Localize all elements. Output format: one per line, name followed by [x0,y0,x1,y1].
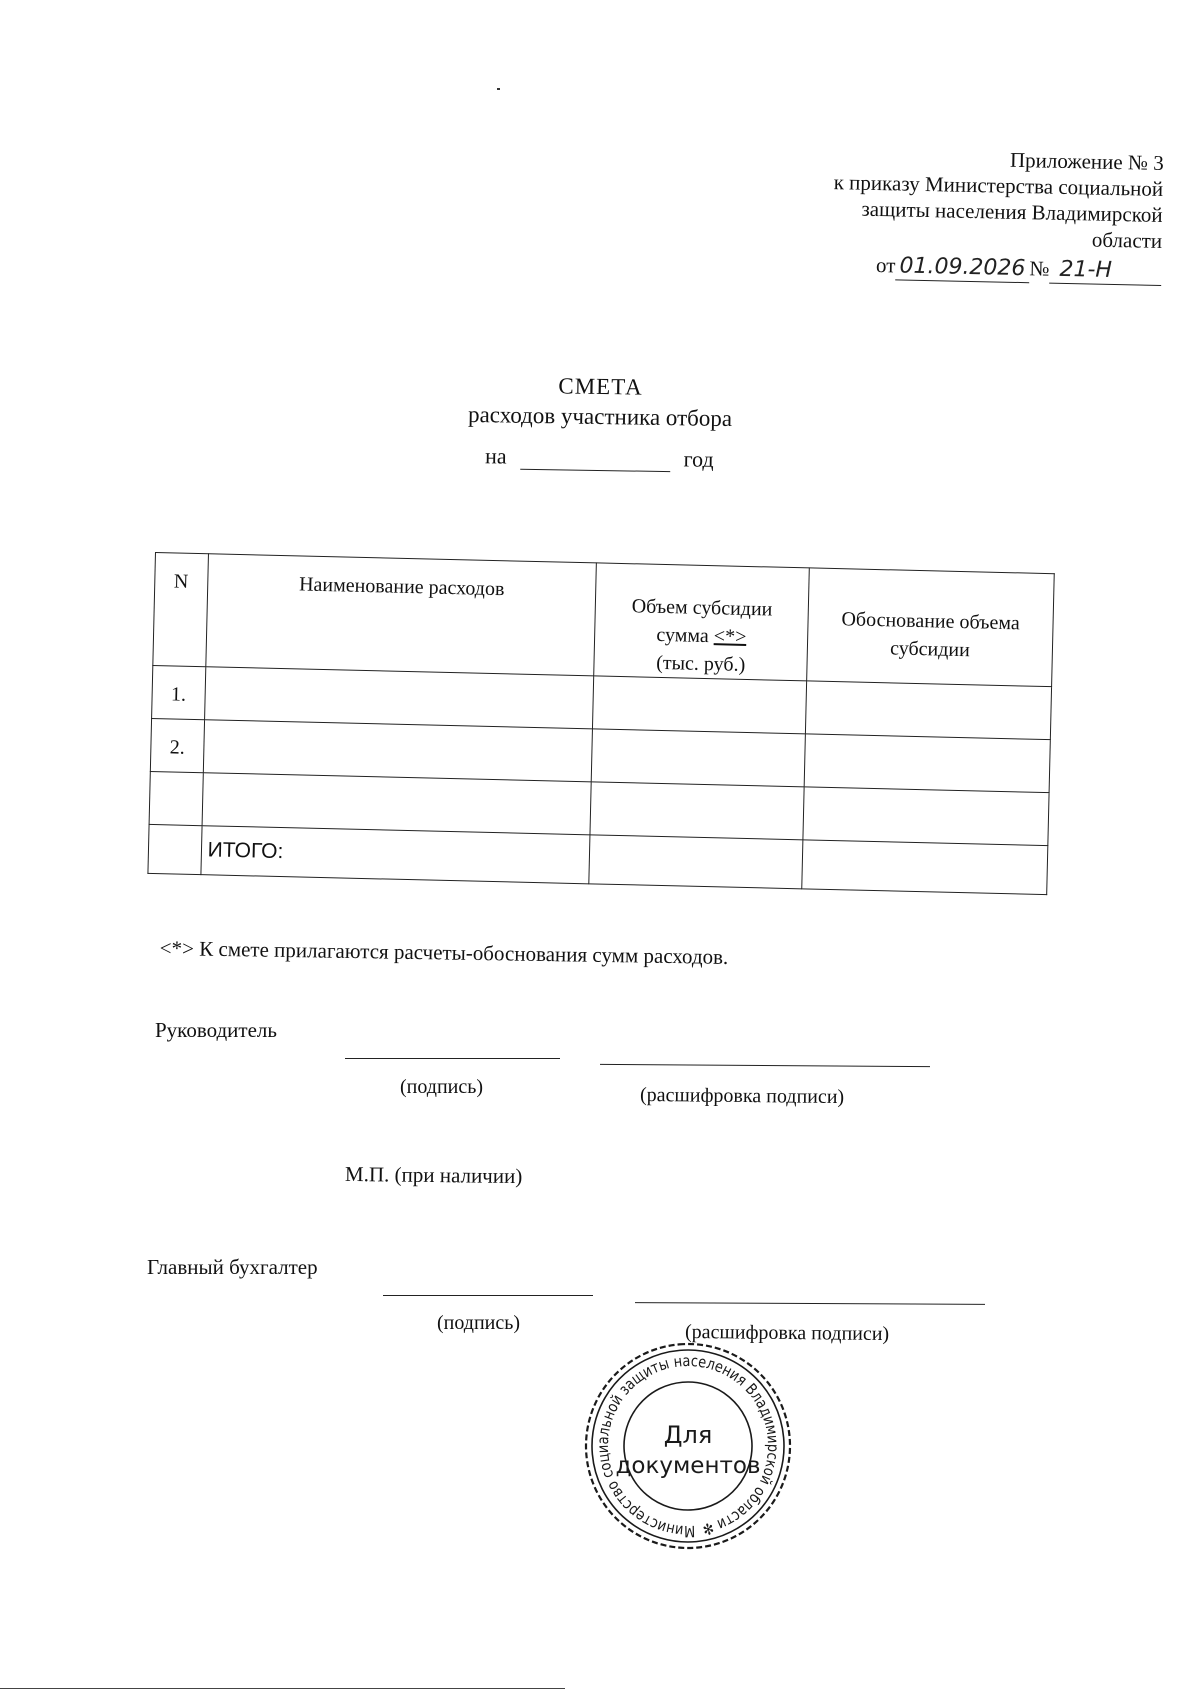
document-title: СМЕТА [558,373,643,400]
row-number [149,771,203,825]
order-number-label: № [1029,256,1050,281]
cell-name[interactable] [202,773,592,835]
total-volume-cell[interactable] [589,835,803,889]
head-signature-caption: (подпись) [400,1076,484,1098]
total-label: ИТОГО: [201,826,591,884]
cell-volume[interactable] [590,782,804,840]
year-blank-field[interactable] [520,443,670,472]
col-header-name: Наименование расходов [205,554,596,676]
cell-name[interactable] [204,667,594,729]
stamp-place-label: М.П. (при наличии) [344,1161,523,1189]
total-justification-cell[interactable] [802,840,1048,895]
header-line: Приложение № 3 [1009,147,1164,175]
table-header-row [153,553,1054,687]
order-reference [727,249,1161,286]
accountant-signature-caption: (подпись) [437,1312,521,1334]
scan-speck [497,88,500,90]
document-subtitle: расходов участника отбора [467,401,733,432]
accountant-label: Главный бухгалтер [147,1255,318,1279]
year-prefix: на [484,443,507,469]
cell-volume[interactable] [593,676,807,734]
seal-center-line2: документов [615,1453,761,1479]
year-suffix: год [683,446,714,472]
appendix-header [727,141,1164,286]
head-decoding-caption: (расшифровка подписи) [639,1083,845,1109]
row-number: 2. [150,718,204,772]
header-line: защиты населения Владимирской [861,196,1163,227]
accountant-decoding-line[interactable] [635,1302,985,1305]
order-date: 01.09.2026 [895,253,1030,283]
order-from-label: от [875,252,896,278]
seal-graphic [582,1340,794,1552]
cell-name[interactable] [203,720,593,782]
accountant-decoding-caption: (расшифровка подписи) [684,1320,890,1346]
footnote-link[interactable]: <*> [713,625,747,648]
cell-justification[interactable] [806,681,1052,740]
col-header-volume: Объем субсидии сумма <*> (тыс. руб.) [594,563,809,681]
head-signature-line[interactable] [345,1058,560,1059]
head-decoding-line[interactable] [600,1064,930,1067]
official-seal [582,1340,794,1552]
row-number: 1. [152,665,206,719]
cell-volume[interactable] [592,729,806,787]
footnote: <*> К смете прилагаются расчеты-обоснования сумм расходов. [159,935,729,969]
accountant-signature-line[interactable] [383,1295,593,1296]
estimate-table [147,552,1054,895]
col-header-justification: Обоснование объема субсидии [807,568,1054,687]
title-block [0,363,1200,481]
total-row-number [148,824,202,874]
order-number: 21-Н [1049,257,1162,286]
header-line: области [1091,227,1163,253]
seal-ring-text: Министерство социальной защиты населения Владимирской области ✻ [593,1351,783,1541]
bottom-rule [0,1688,565,1689]
col-header-n: N [153,553,208,667]
head-label: Руководитель [155,1018,277,1042]
cell-justification[interactable] [804,734,1050,793]
year-row [0,435,1200,481]
header-line: к приказу Министерства социальной [833,170,1164,201]
seal-center-line1: Для [663,1421,713,1449]
expenses-table [147,552,1054,895]
cell-justification[interactable] [803,787,1049,846]
